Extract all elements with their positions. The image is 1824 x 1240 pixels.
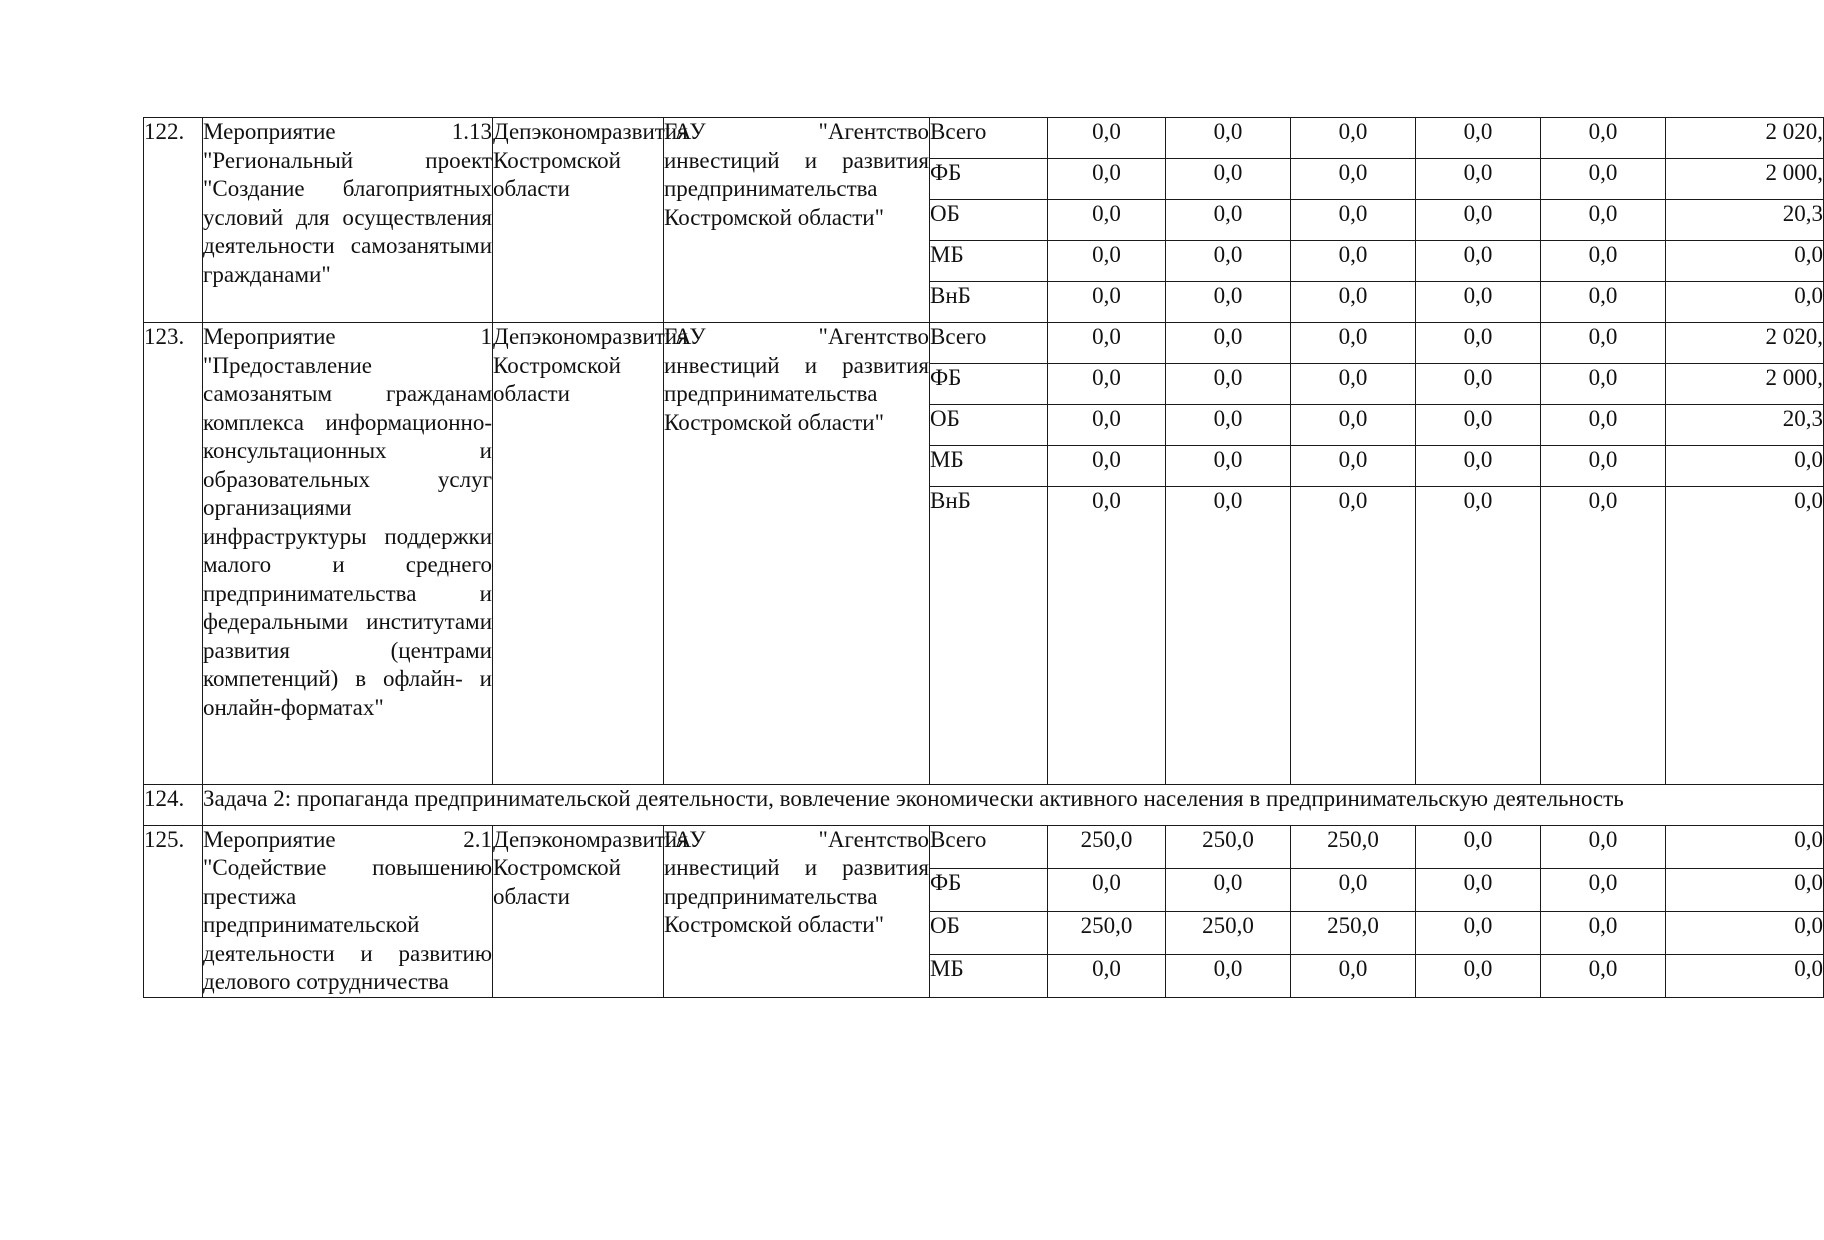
funding-value: 0,0: [1291, 323, 1416, 364]
row-number: 125.: [144, 825, 203, 997]
funding-value: 250,0: [1048, 911, 1166, 954]
funding-source: МБ: [930, 954, 1048, 997]
empty-cell: [1416, 527, 1541, 784]
funding-table: [143, 117, 1824, 998]
funding-value: 250,0: [1291, 825, 1416, 868]
funding-source: ОБ: [930, 200, 1048, 241]
funding-source: Всего: [930, 825, 1048, 868]
activity-description: Мероприятие 2.1 "Содействие повышению престижа предпринимательской деятельности и развитию делового сотрудничества: [203, 825, 493, 997]
funding-value: 20,3: [1666, 200, 1824, 241]
empty-cell: [1666, 527, 1824, 784]
funding-value: 0,0: [1416, 159, 1541, 200]
funding-source: Всего: [930, 323, 1048, 364]
funding-source: ВнБ: [930, 487, 1048, 528]
funding-value: 0,0: [1541, 159, 1666, 200]
funding-value: 0,0: [1291, 241, 1416, 282]
empty-cell: [1541, 527, 1666, 784]
funding-value: 0,0: [1166, 487, 1291, 528]
funding-value: 0,0: [1541, 323, 1666, 364]
funding-value: 0,0: [1291, 282, 1416, 323]
funding-value: 0,0: [1166, 954, 1291, 997]
empty-cell: [1166, 527, 1291, 784]
funding-value: 0,0: [1416, 364, 1541, 405]
funding-value: 0,0: [1048, 200, 1166, 241]
funding-value: 0,0: [1541, 200, 1666, 241]
funding-value: 0,0: [1048, 118, 1166, 159]
responsible-department: Депэкономразвития Костромской области: [493, 118, 664, 323]
funding-value: 0,0: [1291, 487, 1416, 528]
funding-value: 0,0: [1416, 446, 1541, 487]
executor: ГАУ "Агентство инвестиций и развития предпринимательства Костромской области": [664, 118, 930, 323]
funding-value: 0,0: [1291, 118, 1416, 159]
funding-value: 0,0: [1166, 868, 1291, 911]
funding-value: 0,0: [1666, 282, 1824, 323]
funding-value: 0,0: [1166, 282, 1291, 323]
funding-source: МБ: [930, 241, 1048, 282]
funding-source: ФБ: [930, 868, 1048, 911]
funding-value: 0,0: [1291, 446, 1416, 487]
funding-value: 0,0: [1048, 954, 1166, 997]
funding-value: 0,0: [1048, 241, 1166, 282]
funding-value: 0,0: [1166, 323, 1291, 364]
funding-value: 250,0: [1166, 825, 1291, 868]
funding-value: 0,0: [1291, 364, 1416, 405]
funding-value: 0,0: [1416, 487, 1541, 528]
funding-value: 2 000,: [1666, 159, 1824, 200]
funding-value: 2 020,: [1666, 323, 1824, 364]
responsible-department: Депэкономразвития Костромской области: [493, 323, 664, 785]
funding-value: 0,0: [1541, 405, 1666, 446]
funding-value: 250,0: [1291, 911, 1416, 954]
funding-value: 0,0: [1416, 200, 1541, 241]
funding-value: 250,0: [1166, 911, 1291, 954]
funding-value: 0,0: [1541, 118, 1666, 159]
row-number: 124.: [144, 784, 203, 825]
funding-value: 0,0: [1541, 364, 1666, 405]
funding-value: 0,0: [1166, 405, 1291, 446]
funding-value: 0,0: [1291, 954, 1416, 997]
funding-value: 0,0: [1048, 405, 1166, 446]
funding-value: 0,0: [1166, 200, 1291, 241]
funding-value: 0,0: [1416, 868, 1541, 911]
funding-value: 0,0: [1048, 323, 1166, 364]
funding-value: 250,0: [1048, 825, 1166, 868]
funding-value: 0,0: [1291, 159, 1416, 200]
funding-value: 0,0: [1666, 825, 1824, 868]
empty-cell: [1291, 527, 1416, 784]
funding-value: 0,0: [1416, 825, 1541, 868]
empty-cell: [930, 527, 1048, 784]
table-row: [144, 784, 1824, 825]
table-row: [144, 323, 1824, 364]
funding-value: 0,0: [1048, 159, 1166, 200]
funding-source: Всего: [930, 118, 1048, 159]
funding-value: 0,0: [1048, 446, 1166, 487]
row-number: 122.: [144, 118, 203, 323]
funding-value: 0,0: [1666, 446, 1824, 487]
task-heading: Задача 2: пропаганда предпринимательской деятельности, вовлечение экономически активного населения в предпринимательскую деятельность: [203, 784, 1824, 825]
funding-value: 0,0: [1541, 487, 1666, 528]
empty-cell: [1048, 527, 1166, 784]
responsible-department: Депэкономразвития Костромской области: [493, 825, 664, 997]
funding-value: 0,0: [1666, 241, 1824, 282]
funding-value: 0,0: [1541, 825, 1666, 868]
funding-value: 0,0: [1166, 364, 1291, 405]
funding-source: ФБ: [930, 364, 1048, 405]
activity-description: Мероприятие 1 "Предоставление самозанятым гражданам комплекса информационно-консультационных и образовательных услуг организациями инфраструктуры поддержки малого и среднего предпринимательства и федеральными институтами развития (центрами компетенций) в офлайн- и онлайн-форматах": [203, 323, 493, 785]
funding-value: 0,0: [1166, 118, 1291, 159]
funding-value: 0,0: [1541, 868, 1666, 911]
table-row: [144, 118, 1824, 159]
funding-value: 0,0: [1541, 241, 1666, 282]
funding-source: МБ: [930, 446, 1048, 487]
executor: ГАУ "Агентство инвестиций и развития предпринимательства Костромской области": [664, 323, 930, 785]
activity-description: Мероприятие 1.13 "Региональный проект "Создание благоприятных условий для осуществления деятельности самозанятыми гражданами": [203, 118, 493, 323]
funding-value: 0,0: [1541, 911, 1666, 954]
funding-value: 0,0: [1416, 118, 1541, 159]
funding-value: 0,0: [1291, 200, 1416, 241]
funding-value: 0,0: [1416, 241, 1541, 282]
funding-value: 2 020,: [1666, 118, 1824, 159]
funding-source: ВнБ: [930, 282, 1048, 323]
funding-value: 0,0: [1048, 364, 1166, 405]
funding-value: 0,0: [1666, 868, 1824, 911]
funding-value: 0,0: [1166, 446, 1291, 487]
funding-value: 0,0: [1416, 323, 1541, 364]
row-number: 123.: [144, 323, 203, 785]
funding-value: 0,0: [1291, 405, 1416, 446]
funding-value: 0,0: [1666, 487, 1824, 528]
funding-value: 20,3: [1666, 405, 1824, 446]
funding-value: 0,0: [1166, 241, 1291, 282]
funding-value: 0,0: [1048, 868, 1166, 911]
funding-value: 0,0: [1291, 868, 1416, 911]
funding-source: ОБ: [930, 911, 1048, 954]
funding-value: 0,0: [1416, 911, 1541, 954]
funding-value: 2 000,: [1666, 364, 1824, 405]
funding-value: 0,0: [1166, 159, 1291, 200]
funding-value: 0,0: [1541, 282, 1666, 323]
funding-value: 0,0: [1048, 487, 1166, 528]
funding-value: 0,0: [1541, 446, 1666, 487]
funding-value: 0,0: [1666, 911, 1824, 954]
executor: ГАУ "Агентство инвестиций и развития предпринимательства Костромской области": [664, 825, 930, 997]
table-row: [144, 825, 1824, 868]
funding-value: 0,0: [1048, 282, 1166, 323]
funding-value: 0,0: [1416, 405, 1541, 446]
funding-value: 0,0: [1416, 282, 1541, 323]
funding-source: ОБ: [930, 405, 1048, 446]
funding-source: ФБ: [930, 159, 1048, 200]
funding-value: 0,0: [1416, 954, 1541, 997]
funding-value: 0,0: [1666, 954, 1824, 997]
funding-value: 0,0: [1541, 954, 1666, 997]
